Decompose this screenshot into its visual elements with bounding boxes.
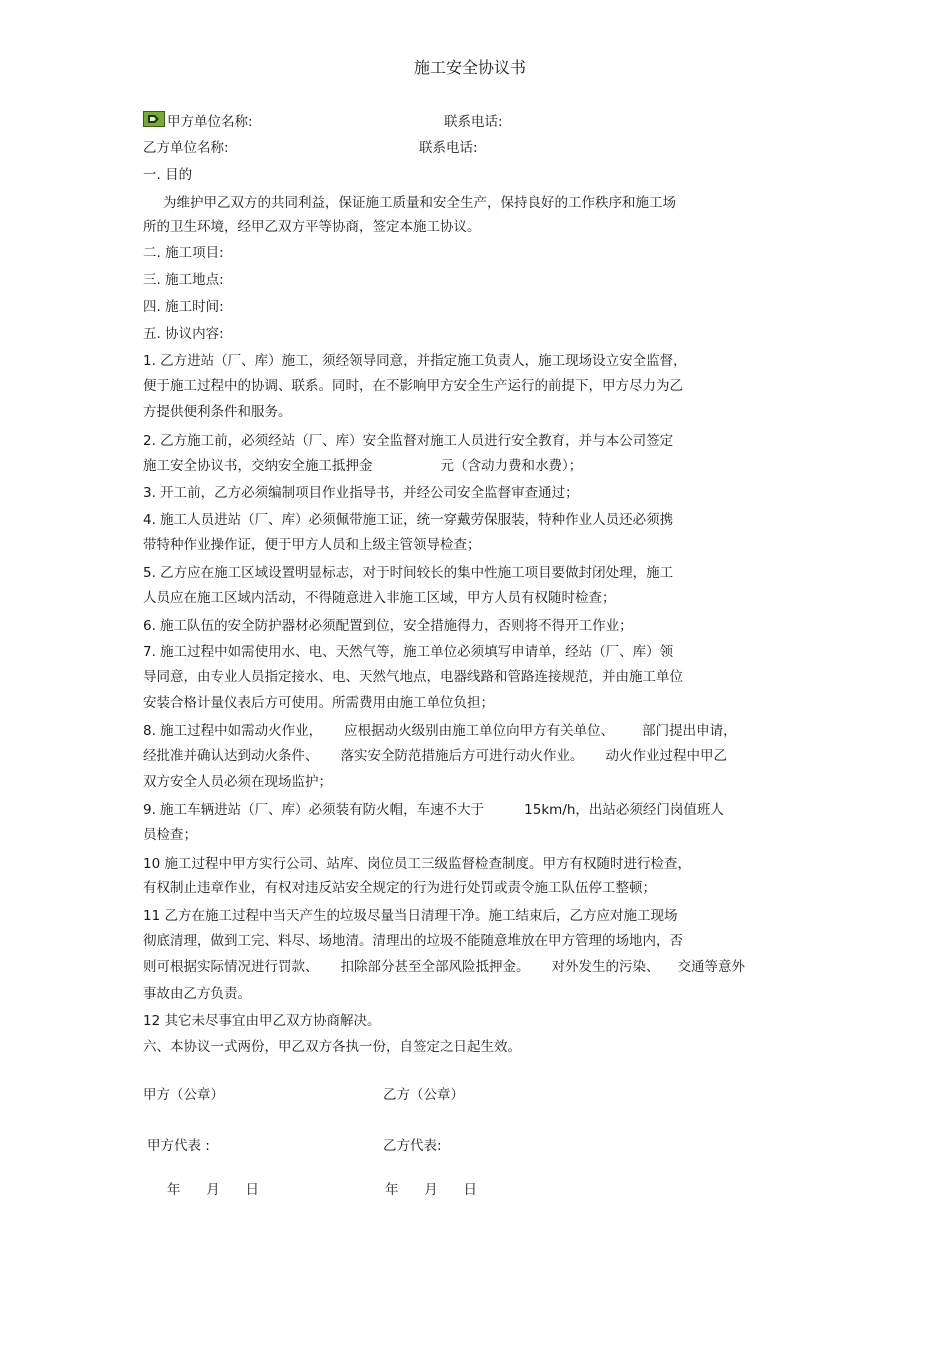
clause-line: 便于施工过程中的协调、联系。同时，在不影响甲方安全生产运行的前提下，甲方尽力为乙 bbox=[143, 378, 683, 394]
clause-fragment: 应根据动火级别由施工单位向甲方有关单位、 bbox=[344, 723, 615, 739]
clause-line: 有权制止违章作业，有权对违反站安全规定的行为进行处罚或责令施工队伍停工整顿； bbox=[143, 880, 656, 896]
party-a-seal-label: 甲方（公章） bbox=[143, 1087, 224, 1103]
clause-line: 员检查； bbox=[143, 827, 197, 843]
section-heading-content: 五. 协议内容: bbox=[143, 326, 224, 342]
party-b-seal-label: 乙方（公章） bbox=[383, 1087, 464, 1103]
document-title: 施工安全协议书 bbox=[413, 58, 526, 77]
party-b-name-label: 乙方单位名称: bbox=[143, 140, 229, 156]
clause-fragment: 交通等意外 bbox=[677, 959, 745, 975]
clause-fragment: 15km/h，出站必须经门岗值班人 bbox=[524, 802, 724, 818]
clause-line: 方提供便利条件和服务。 bbox=[143, 404, 292, 420]
clause-line: 11 乙方在施工过程中当天产生的垃圾尽量当日清理干净。施工结束后，乙方应对施工现场 bbox=[143, 908, 678, 924]
clause-line bbox=[143, 722, 737, 740]
party-a-phone-label: 联系电话: bbox=[444, 114, 503, 130]
section-heading-purpose: 一. 目的 bbox=[143, 167, 193, 183]
clause-fragment: 落实安全防范措施后方可进行动火作业。 bbox=[340, 748, 584, 764]
clause-line: 12 其它未尽事宜由甲乙双方协商解决。 bbox=[143, 1013, 381, 1029]
section-heading-project: 二. 施工项目: bbox=[143, 245, 224, 261]
clause-line: 安装合格计量仪表后方可使用。所需费用由施工单位负担； bbox=[143, 695, 494, 711]
clause-fragment: 动火作业过程中甲乙 bbox=[605, 748, 727, 764]
clause-fragment: 对外发生的污染、 bbox=[551, 959, 660, 975]
party-b-phone-label: 联系电话: bbox=[419, 140, 478, 156]
party-b-rep-label: 乙方代表: bbox=[383, 1138, 442, 1154]
clause-line bbox=[143, 747, 727, 765]
document-link-icon bbox=[143, 111, 165, 127]
clause-line: 7. 施工过程中如需使用水、电、天然气等，施工单位必须填写申请单，经站（厂、库）领 bbox=[143, 644, 674, 660]
clause-line: 1. 乙方进站（厂、库）施工，须经领导同意，并指定施工负责人，施工现场设立安全监督， bbox=[143, 353, 687, 369]
clause-line: 双方安全人员必须在现场监护； bbox=[143, 774, 332, 790]
section-heading-effect: 六、本协议一式两份，甲乙双方各执一份，自签定之日起生效。 bbox=[143, 1039, 521, 1055]
clause-line bbox=[143, 958, 745, 976]
section-heading-time: 四. 施工时间: bbox=[143, 299, 224, 315]
clause-line: 导同意，由专业人员指定接水、电、天然气地点，电器线路和管路连接规范，并由施工单位 bbox=[143, 669, 683, 685]
clause-line: 3. 开工前，乙方必须编制项目作业指导书，并经公司安全监督审查通过； bbox=[143, 485, 579, 501]
clause-line: 5. 乙方应在施工区域设置明显标志，对于时间较长的集中性施工项目要做封闭处理，施工 bbox=[143, 565, 674, 581]
clause-fragment: 8. 施工过程中如需动火作业， bbox=[143, 723, 323, 739]
clause-line: 事故由乙方负责。 bbox=[143, 986, 251, 1002]
clause-line bbox=[143, 801, 724, 819]
clause-fragment: 部门提出申请， bbox=[642, 723, 737, 739]
clause-line: 人员应在施工区域内活动，不得随意进入非施工区域，甲方人员有权随时检查； bbox=[143, 590, 616, 606]
clause-fragment: 施工安全协议书，交纳安全施工抵押金 bbox=[143, 458, 373, 474]
clause-line: 4. 施工人员进站（厂、库）必须佩带施工证，统一穿戴劳保服装，特种作业人员还必须携 bbox=[143, 512, 674, 528]
clause-fragment: 9. 施工车辆进站（厂、库）必须装有防火帽，车速不大于 bbox=[143, 802, 485, 818]
clause-fragment: 扣除部分甚至全部风险抵押金。 bbox=[340, 959, 530, 975]
party-a-name-label: 甲方单位名称: bbox=[167, 114, 253, 130]
clause-fragment: 则可根据实际情况进行罚款、 bbox=[143, 959, 319, 975]
purpose-text-line: 为维护甲乙双方的共同利益，保证施工质量和安全生产，保持良好的工作秩序和施工场 bbox=[163, 195, 676, 211]
clause-line bbox=[143, 457, 582, 475]
purpose-text-line: 所的卫生环境，经甲乙双方平等协商，签定本施工协议。 bbox=[143, 219, 481, 235]
clause-line: 带特种作业操作证，便于甲方人员和上级主管领导检查； bbox=[143, 537, 481, 553]
clause-line: 2. 乙方施工前，必须经站（厂、库）安全监督对施工人员进行安全教育，并与本公司签定 bbox=[143, 433, 674, 449]
clause-fragment: 经批准并确认达到动火条件、 bbox=[143, 748, 319, 764]
clause-line: 6. 施工队伍的安全防护器材必须配置到位，安全措施得力，否则将不得开工作业； bbox=[143, 618, 633, 634]
party-a-rep-label: 甲方代表 : bbox=[147, 1138, 210, 1154]
clause-fragment: 元（含动力费和水费）； bbox=[440, 458, 583, 474]
clause-line: 10 施工过程中甲方实行公司、站库、岗位员工三级监督检查制度。甲方有权随时进行检查， bbox=[143, 856, 691, 872]
section-heading-location: 三. 施工地点: bbox=[143, 272, 224, 288]
clause-line: 彻底清理，做到工完、料尽、场地清。清理出的垃圾不能随意堆放在甲方管理的场地内，否 bbox=[143, 933, 683, 949]
party-a-date: 年 月 日 bbox=[167, 1182, 259, 1198]
party-b-date: 年 月 日 bbox=[385, 1182, 477, 1198]
